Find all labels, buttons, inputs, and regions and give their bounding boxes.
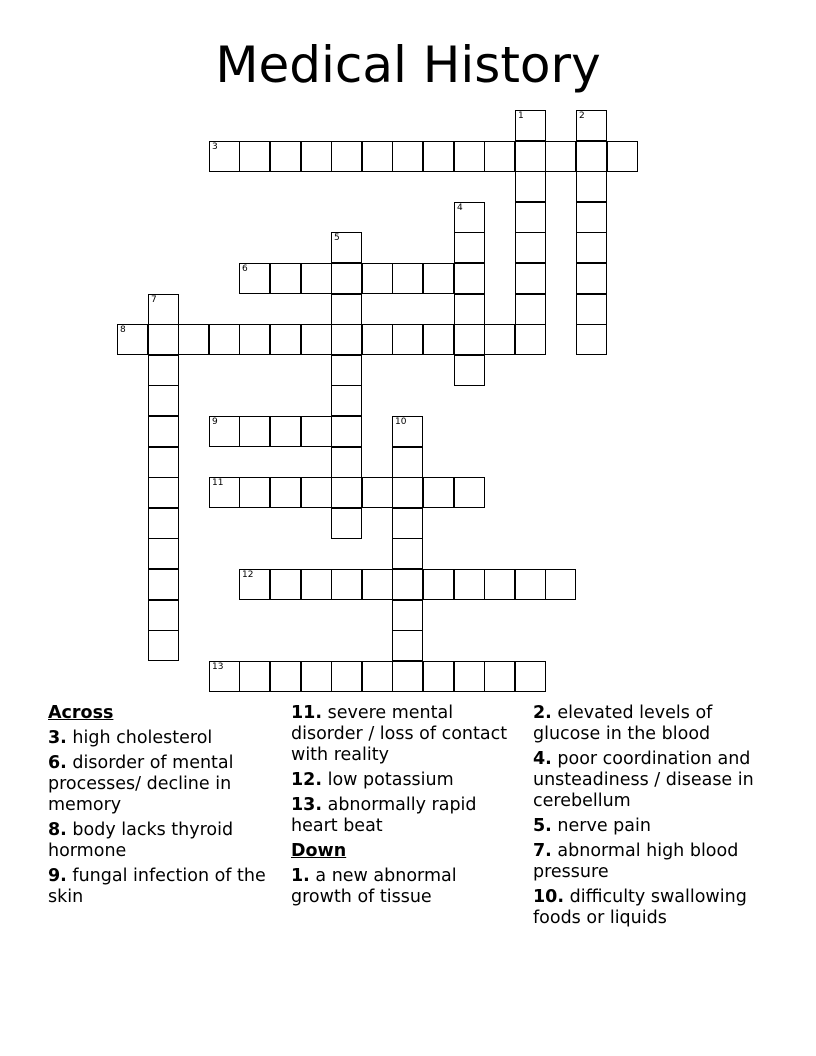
grid-cell[interactable] — [515, 110, 546, 141]
grid-cell[interactable] — [484, 141, 515, 172]
grid-cell[interactable] — [515, 661, 546, 692]
grid-cell[interactable] — [392, 416, 423, 447]
clue-across-6: 6. disorder of mental processes/ decline in memory — [48, 753, 234, 815]
grid-cell[interactable] — [423, 477, 454, 508]
grid-cell[interactable] — [576, 324, 607, 355]
grid-cell[interactable] — [239, 477, 270, 508]
clue-down-1: 1. a new abnormal growth of tissue — [291, 866, 457, 907]
grid-cell[interactable] — [392, 600, 423, 631]
grid-cell[interactable] — [484, 569, 515, 600]
grid-cell[interactable] — [239, 324, 270, 355]
grid-cell[interactable] — [270, 416, 301, 447]
grid-cell[interactable] — [331, 385, 362, 416]
grid-cell[interactable] — [148, 569, 179, 600]
grid-cell[interactable] — [331, 141, 362, 172]
grid-cell[interactable] — [515, 569, 546, 600]
grid-cell[interactable] — [239, 141, 270, 172]
grid-cell[interactable] — [515, 232, 546, 263]
grid-cell[interactable] — [148, 324, 179, 355]
grid-cell[interactable] — [362, 324, 393, 355]
grid-cell[interactable] — [148, 294, 179, 325]
grid-cell[interactable] — [392, 661, 423, 692]
grid-cell[interactable] — [392, 630, 423, 661]
grid-cell[interactable] — [301, 477, 332, 508]
grid-cell[interactable] — [454, 477, 485, 508]
grid-cell[interactable] — [331, 294, 362, 325]
grid-cell[interactable] — [362, 661, 393, 692]
down-heading: Down — [291, 841, 347, 861]
grid-cell[interactable] — [454, 294, 485, 325]
grid-cell[interactable] — [270, 661, 301, 692]
grid-cell[interactable] — [301, 661, 332, 692]
clue-across-12: 12. low potassium — [291, 770, 454, 790]
grid-cell[interactable] — [362, 569, 393, 600]
grid-cell[interactable] — [576, 141, 607, 172]
grid-cell[interactable] — [331, 324, 362, 355]
clue-number: 1 — [518, 111, 524, 121]
clue-number: 7 — [151, 295, 157, 305]
grid-cell[interactable] — [545, 141, 576, 172]
grid-cell[interactable] — [576, 202, 607, 233]
grid-cell[interactable] — [454, 141, 485, 172]
clue-number: 13 — [212, 662, 224, 672]
clue-column-3 — [533, 703, 765, 933]
grid-cell[interactable] — [148, 508, 179, 539]
clue-number: 12 — [242, 570, 254, 580]
grid-cell[interactable] — [515, 294, 546, 325]
grid-cell[interactable] — [423, 661, 454, 692]
grid-cell[interactable] — [484, 661, 515, 692]
grid-cell[interactable] — [148, 447, 179, 478]
grid-cell[interactable] — [331, 477, 362, 508]
grid-cell[interactable] — [331, 355, 362, 386]
grid-cell[interactable] — [484, 324, 515, 355]
grid-cell[interactable] — [209, 416, 240, 447]
grid-cell[interactable] — [576, 294, 607, 325]
grid-cell[interactable] — [209, 661, 240, 692]
clue-number: 11 — [212, 478, 224, 488]
grid-cell[interactable] — [392, 141, 423, 172]
clue-down-5: 5. nerve pain — [533, 816, 651, 836]
grid-cell[interactable] — [576, 232, 607, 263]
clue-across-8: 8. body lacks thyroid hormone — [48, 820, 234, 861]
grid-cell[interactable] — [239, 661, 270, 692]
grid-cell[interactable] — [515, 171, 546, 202]
grid-cell[interactable] — [454, 355, 485, 386]
clue-number: 9 — [212, 417, 218, 427]
grid-cell[interactable] — [301, 569, 332, 600]
grid-cell[interactable] — [301, 263, 332, 294]
grid-cell[interactable] — [392, 324, 423, 355]
grid-cell[interactable] — [454, 232, 485, 263]
grid-cell[interactable] — [392, 569, 423, 600]
grid-cell[interactable] — [270, 569, 301, 600]
grid-cell[interactable] — [209, 477, 240, 508]
grid-cell[interactable] — [392, 263, 423, 294]
grid-cell[interactable] — [209, 141, 240, 172]
grid-cell[interactable] — [270, 477, 301, 508]
grid-cell[interactable] — [454, 202, 485, 233]
grid-cell[interactable] — [270, 263, 301, 294]
grid-cell[interactable] — [392, 508, 423, 539]
clue-down-2: 2. elevated levels of glucose in the blood — [533, 703, 713, 744]
grid-cell[interactable] — [148, 355, 179, 386]
clue-number: 4 — [457, 203, 463, 213]
grid-cell[interactable] — [576, 171, 607, 202]
grid-cell[interactable] — [301, 416, 332, 447]
grid-cell[interactable] — [423, 324, 454, 355]
clue-down-4: 4. poor coordination and unsteadiness / disease in cerebellum — [533, 749, 754, 811]
grid-cell[interactable] — [331, 569, 362, 600]
grid-cell[interactable] — [117, 324, 148, 355]
grid-cell[interactable] — [148, 630, 179, 661]
grid-cell[interactable] — [515, 202, 546, 233]
grid-cell[interactable] — [331, 232, 362, 263]
clue-number: 3 — [212, 142, 218, 152]
grid-cell[interactable] — [178, 324, 209, 355]
clue-across-9: 9. fungal infection of the skin — [48, 866, 266, 907]
grid-cell[interactable] — [392, 538, 423, 569]
grid-cell[interactable] — [545, 569, 576, 600]
grid-cell[interactable] — [515, 324, 546, 355]
grid-cell[interactable] — [454, 263, 485, 294]
clue-down-10: 10. difficulty swallowing foods or liquids — [533, 887, 747, 928]
clue-number: 6 — [242, 264, 248, 274]
grid-cell[interactable] — [331, 661, 362, 692]
clue-column-2 — [291, 703, 523, 912]
clue-number: 8 — [120, 325, 126, 335]
clue-down-7: 7. abnormal high blood pressure — [533, 841, 739, 882]
clue-across-3: 3. high cholesterol — [48, 728, 213, 748]
grid-cell[interactable] — [209, 324, 240, 355]
grid-cell[interactable] — [331, 508, 362, 539]
grid-cell[interactable] — [423, 263, 454, 294]
grid-cell[interactable] — [576, 263, 607, 294]
grid-cell[interactable] — [270, 324, 301, 355]
clue-across-13: 13. abnormally rapid heart beat — [291, 795, 477, 836]
grid-cell[interactable] — [148, 477, 179, 508]
grid-cell[interactable] — [454, 569, 485, 600]
page-title: Medical History — [215, 36, 601, 94]
grid-cell[interactable] — [270, 141, 301, 172]
grid-cell[interactable] — [301, 324, 332, 355]
grid-cell[interactable] — [239, 263, 270, 294]
grid-cell[interactable] — [239, 416, 270, 447]
grid-cell[interactable] — [148, 385, 179, 416]
grid-cell[interactable] — [331, 447, 362, 478]
grid-cell[interactable] — [576, 110, 607, 141]
grid-cell[interactable] — [148, 538, 179, 569]
grid-cell[interactable] — [392, 447, 423, 478]
grid-cell[interactable] — [607, 141, 638, 172]
grid-cell[interactable] — [148, 416, 179, 447]
grid-cell[interactable] — [148, 600, 179, 631]
grid-cell[interactable] — [454, 661, 485, 692]
clue-number: 2 — [579, 111, 585, 121]
grid-cell[interactable] — [515, 263, 546, 294]
clue-column-1 — [48, 703, 280, 912]
grid-cell[interactable] — [362, 477, 393, 508]
grid-cell[interactable] — [515, 141, 546, 172]
grid-cell[interactable] — [423, 569, 454, 600]
clue-number: 10 — [395, 417, 407, 427]
grid-cell[interactable] — [362, 141, 393, 172]
grid-cell[interactable] — [331, 416, 362, 447]
grid-cell[interactable] — [454, 324, 485, 355]
clue-across-11: 11. severe mental disorder / loss of contact with reality — [291, 703, 508, 765]
grid-cell[interactable] — [423, 141, 454, 172]
clue-number: 5 — [334, 233, 340, 243]
grid-cell[interactable] — [362, 263, 393, 294]
grid-cell[interactable] — [239, 569, 270, 600]
grid-cell[interactable] — [392, 477, 423, 508]
grid-cell[interactable] — [331, 263, 362, 294]
grid-cell[interactable] — [301, 141, 332, 172]
across-heading: Across — [48, 703, 114, 723]
